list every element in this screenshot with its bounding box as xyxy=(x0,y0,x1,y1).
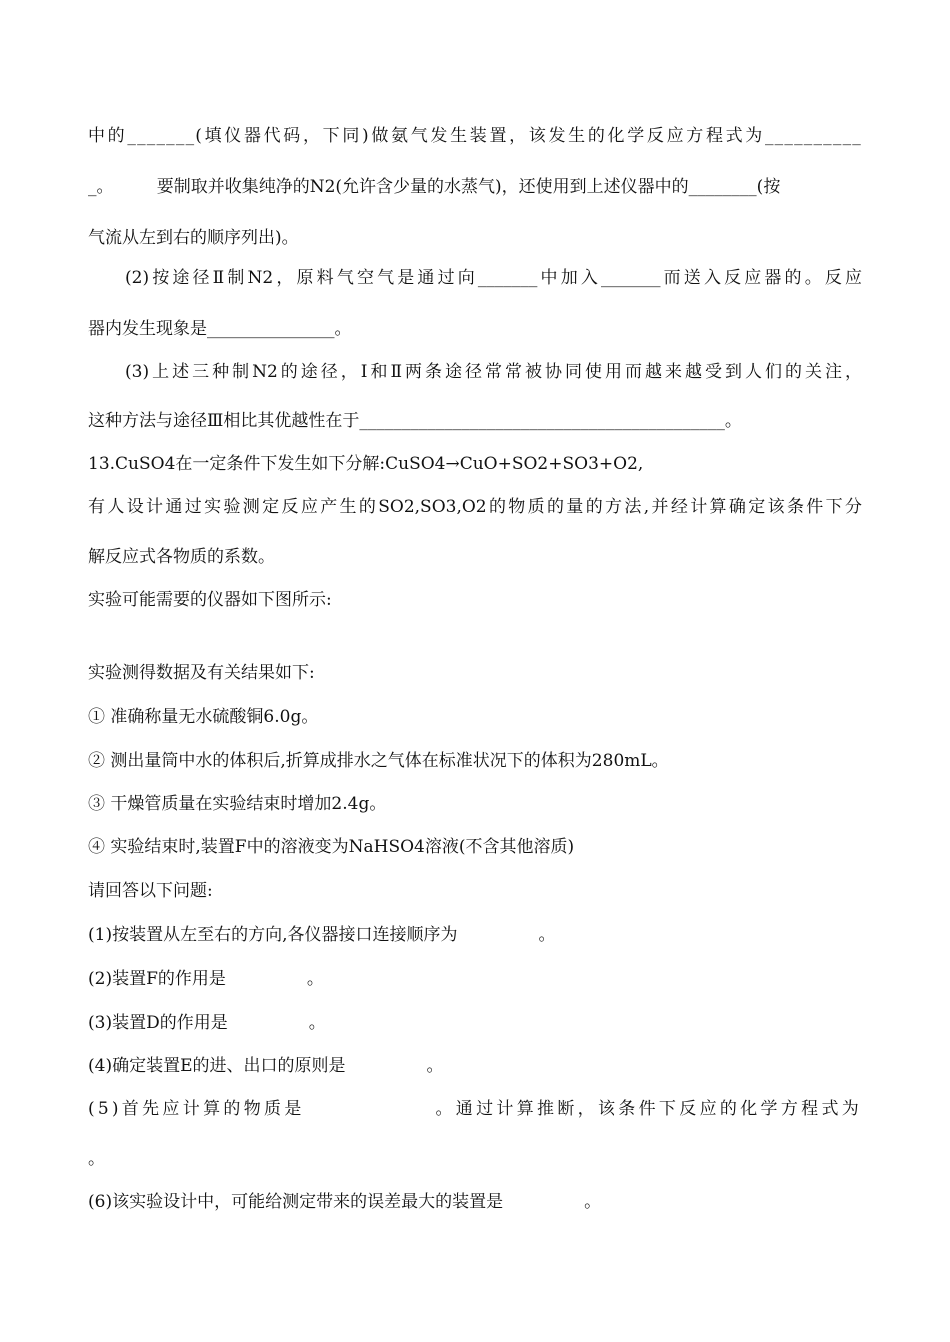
text-line: 实验测得数据及有关结果如下: xyxy=(88,663,315,683)
text-line: _。 要制取并收集纯净的N2(允许含少量的水蒸气)，还使用到上述仪器中的________(按 xyxy=(88,177,781,197)
question-item: (5)首先应计算的物质是 。通过计算推断，该条件下反应的化学方程式为 xyxy=(88,1099,862,1119)
text-line: 器内发生现象是_______________。 xyxy=(88,319,352,339)
text-line: 解反应式各物质的系数。 xyxy=(88,547,275,567)
data-item: ③ 干燥管质量在实验结束时增加2.4g。 xyxy=(88,794,387,814)
question-item: (6)该实验设计中，可能给测定带来的误差最大的装置是 。 xyxy=(88,1192,602,1212)
text-line: 有人设计通过实验测定反应产生的SO2,SO3,O2的物质的量的方法,并经计算确定该条件下分 xyxy=(88,497,862,517)
data-item: ② 测出量筒中水的体积后,折算成排水之气体在标准状况下的体积为280mL。 xyxy=(88,751,669,771)
question-heading: 13.CuSO4在一定条件下发生如下分解:CuSO4→CuO+SO2+SO3+O2, xyxy=(88,454,644,474)
question-item: (2)装置F的作用是 。 xyxy=(88,969,324,989)
question-item: (1)按装置从左至右的方向,各仪器接口连接顺序为 。 xyxy=(88,925,556,945)
question-item: (3)装置D的作用是 。 xyxy=(88,1013,326,1033)
text-line: (2)按途径Ⅱ制N2，原料气空气是通过向_______中加入_______而送入反应器的。反应 xyxy=(125,268,862,288)
text-line: (3)上述三种制N2的途径，Ⅰ和Ⅱ两条途径常常被协同使用而越来越受到人们的关注， xyxy=(125,362,862,382)
text-line: 。 xyxy=(88,1149,105,1169)
question-item: (4)确定装置E的进、出口的原则是 。 xyxy=(88,1056,444,1076)
text-line: 请回答以下问题: xyxy=(88,881,213,901)
text-line: 这种方法与途径Ⅲ相比其优越性在于___________________________________________。 xyxy=(88,411,742,431)
text-line: 中的_______(填仪器代码，下同)做氨气发生装置，该发生的化学反应方程式为__________ xyxy=(88,126,862,146)
text-line: 气流从左到右的顺序列出)。 xyxy=(88,228,299,248)
text-line: 实验可能需要的仪器如下图所示: xyxy=(88,590,332,610)
data-item: ① 准确称量无水硫酸铜6.0g。 xyxy=(88,707,319,727)
data-item: ④ 实验结束时,装置F中的溶液变为NaHSO4溶液(不含其他溶质) xyxy=(88,837,575,857)
